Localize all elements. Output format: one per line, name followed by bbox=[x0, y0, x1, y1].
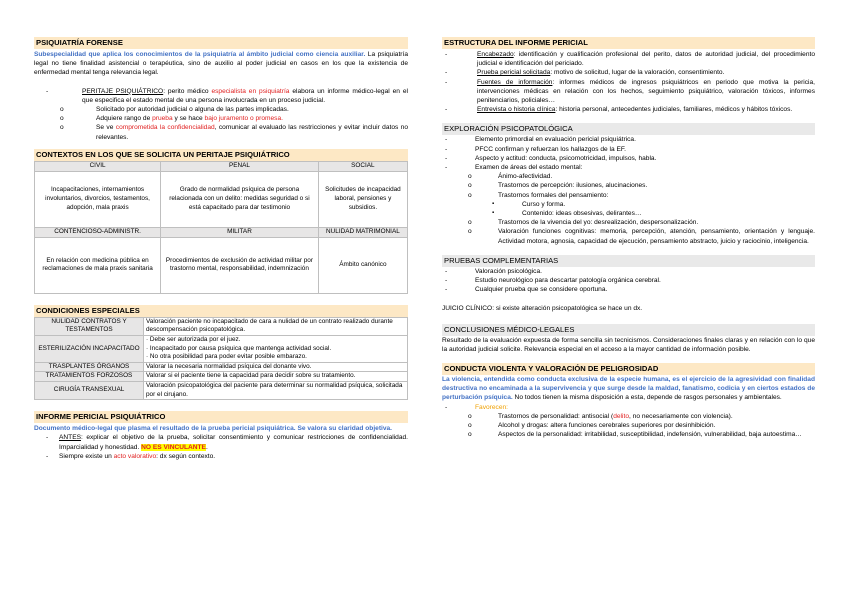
peritaje-sub-3 bbox=[34, 123, 408, 141]
section-header-contextos: CONTEXTOS EN LOS QUE SE SOLICITA UN PERITAJE PSIQUIÁTRICO bbox=[34, 149, 408, 161]
section-header-psiquiatria: PSIQUIATRÍA FORENSE bbox=[34, 37, 408, 49]
siempre-red: acto valorativo bbox=[113, 452, 157, 460]
pensamiento-item: ▪ Contenido: ideas obsesivas, delirantes… bbox=[442, 209, 815, 218]
prueba-item: - Valoración psicológica. bbox=[442, 267, 815, 276]
sub2-red2: bajo juramento o promesa. bbox=[204, 115, 283, 123]
section-header-pruebas: PRUEBAS COMPLEMENTARIAS bbox=[442, 255, 815, 267]
ctx-h-contencioso: CONTENCIOSO-ADMINISTR. bbox=[35, 227, 161, 237]
cond-label-0: NULIDAD CONTRATOS Y TESTAMENTOS bbox=[35, 317, 144, 335]
cond-text-0: Valoración paciente no incapacitado de cara a nulidad de un contrato realizado durante descompensación psicopatológica. bbox=[144, 317, 408, 335]
condiciones-table bbox=[34, 317, 408, 400]
left-column bbox=[34, 0, 408, 461]
exploracion-item: - Aspecto y actitud: conducta, psicomotricidad, impulsos, habla. bbox=[442, 154, 815, 163]
area-item: o Trastornos de percepción: ilusiones, alucinaciones. bbox=[442, 181, 815, 190]
cond-text-1 bbox=[144, 336, 408, 363]
peritaje-label: PERITAJE PSIQUIÁTRICO bbox=[82, 87, 164, 95]
cond-label-3: TRATAMIENTOS FORZOSOS bbox=[35, 372, 144, 382]
juicio-clinico bbox=[442, 304, 815, 313]
cond-label-1: ESTERILIZACIÓN INCAPACITADO bbox=[35, 336, 144, 363]
estructura-item-0 bbox=[442, 50, 815, 68]
sub2-red: prueba bbox=[152, 115, 173, 123]
area-item: o Valoración funciones cognitivas: memoria, percepción, atención, pensamiento, orientación y lenguaje. Actividad motora, agnosia, capacidad de ejecución, pensamiento abstracto, juicio y raciocinio, inteligencia. bbox=[442, 227, 815, 245]
violenta-intro-rest: No todos tienen la misma disposición a esta, depende de rasgos personales y ambientales. bbox=[512, 394, 782, 402]
cond-line: · No otra posibilidad para poder evitar posible embarazo. bbox=[146, 353, 307, 361]
exploracion-item: - PFCC confirman y refuerzan los hallazgos de la EF. bbox=[442, 145, 815, 154]
estructura-label: Entrevista o historia clínica bbox=[477, 106, 556, 114]
prueba-item: - Estudio neurológico para descartar patología orgánica cerebral. bbox=[442, 276, 815, 285]
peritaje-list bbox=[34, 87, 408, 142]
favorecen-label: Favorecen: bbox=[475, 403, 508, 411]
conclusiones-text: Resultado de la evaluación expuesta de forma sencilla sin tecnicismos. Consideraciones finales claras y en relación con lo que la autoridad judicial solicite. Relevancia especial en el acceso a la mayor cantidad de información posible. bbox=[442, 336, 815, 353]
antes-end: . bbox=[205, 443, 208, 451]
siempre-b: : dx según contexto. bbox=[156, 452, 216, 460]
area-item: o Trastornos de la vivencia del yo: desrealización, despersonalización. bbox=[442, 218, 815, 227]
antes-text: : explicar el objetivo de la prueba, solicitar consentimiento y comunicar restricciones de confidencialidad. Imparcialidad y honestidad. bbox=[59, 434, 408, 451]
ctx-nulidad: Ámbito canónico bbox=[318, 237, 407, 293]
f1-a: Trastornos de personalidad: antisocial ( bbox=[498, 412, 614, 420]
siempre-a: Siempre existe un bbox=[59, 452, 114, 460]
estructura-item-1 bbox=[442, 68, 815, 77]
violenta-intro bbox=[442, 375, 815, 403]
cond-text-4: Valoración psicopatológica del paciente para determinar su normalidad psíquica, solicitada por el cirujano. bbox=[144, 381, 408, 399]
f1-red: delito bbox=[613, 412, 629, 420]
no-vinculante-highlight: NO ES VINCULANTE bbox=[141, 443, 206, 451]
exploracion-item: - Elemento primordial en evaluación pericial psiquiátrica. bbox=[442, 135, 815, 144]
psiq-intro-rest: La psiquiatría legal no tiene finalidad asistencial o terapéutica, sino de auxilio al poder judicial en casos en los que la existencia de enfermedad mental tenga relevancia legal. bbox=[34, 51, 408, 77]
estructura-text: : identificación y cualificación profesional del perito, datos de autoridad judicial, del procedimiento judicial e identificación del periciado. bbox=[477, 51, 815, 68]
ctx-penal: Grado de normalidad psíquica de persona relacionada con un delito: medidas seguridad o si está capacitado para dar testimonio bbox=[161, 171, 319, 227]
factor-item bbox=[442, 412, 815, 421]
area-item: o Trastornos formales del pensamiento: bbox=[442, 191, 815, 200]
informe-list bbox=[34, 433, 408, 461]
favorecen-item bbox=[442, 403, 815, 412]
ctx-contencioso: En relación con medicina pública en reclamaciones de mala praxis sanitaria bbox=[35, 237, 161, 293]
psiq-intro bbox=[34, 50, 408, 78]
violenta-intro-blue: La violencia, entendida como conducta exclusiva de la especie humana, es el ejercicio de la agresividad con finalidad destructiva no encaminada a la supervivencia y que surge desde la maldad, fanatismo, codicia y en ciertos estados de perturbación psíquica. bbox=[442, 376, 815, 402]
estructura-text: : historia personal, antecedentes judiciales, familiares, médicos y hábitos tóxicos. bbox=[555, 106, 793, 114]
right-column bbox=[442, 0, 815, 440]
juicio-label: JUICIO CLÍNICO bbox=[442, 305, 493, 313]
peritaje-red: especialista en psiquiatría bbox=[211, 87, 290, 95]
violenta-list bbox=[442, 403, 815, 440]
cond-line: · Incapacitado por causa psíquica que mantenga actividad social. bbox=[146, 344, 332, 352]
section-header-violenta: CONDUCTA VIOLENTA Y VALORACIÓN DE PELIGROSIDAD bbox=[442, 363, 815, 375]
estructura-item-2 bbox=[442, 78, 815, 106]
ctx-militar: Procedimientos de exclusión de actividad militar por trastorno mental, responsabilidad, indemnización bbox=[161, 237, 319, 293]
sub3-a: Se ve bbox=[96, 124, 116, 132]
exploracion-item: - Examen de áreas del estado mental: bbox=[442, 163, 815, 172]
estructura-list bbox=[442, 50, 815, 114]
peritaje-text-a: : perito médico bbox=[163, 87, 212, 95]
estructura-label: Fuentes de información bbox=[477, 78, 553, 86]
f1-b: , no necesariamente con violencia). bbox=[628, 412, 733, 420]
factor-item: o Aspectos de la personalidad: irritabilidad, susceptibilidad, indefensión, vulnerabilidad, baja autoestima… bbox=[442, 430, 815, 439]
estructura-text: : motivo de solicitud, lugar de la valoración, consentimiento. bbox=[550, 69, 725, 77]
ctx-civil: Incapacitaciones, internamientos involuntarios, divorcios, testamentos, adopción, mala praxis bbox=[35, 171, 161, 227]
cond-text-3: Valorar si el paciente tiene la capacidad para decidir sobre su tratamiento. bbox=[144, 372, 408, 382]
area-item: o Ánimo-afectividad. bbox=[442, 172, 815, 181]
informe-siempre bbox=[34, 452, 408, 461]
antes-label: ANTES bbox=[59, 434, 81, 442]
informe-intro: Documento médico-legal que plasma el resultado de la prueba pericial psiquiátrica. Se valora su claridad objetiva. bbox=[34, 425, 393, 433]
sub3-red: comprometida la confidencialidad bbox=[115, 124, 215, 132]
contextos-table bbox=[34, 161, 408, 294]
cond-label-2: TRASPLANTES ÓRGANOS bbox=[35, 362, 144, 372]
peritaje-sub-2 bbox=[34, 114, 408, 123]
ctx-h-civil: CIVIL bbox=[35, 161, 161, 171]
factor-item: o Alcohol y drogas: altera funciones cerebrales superiores por desinhibición. bbox=[442, 421, 815, 430]
peritaje-item bbox=[34, 87, 408, 105]
estructura-text: : informes médicos de ingresos psiquiátricos en periodo que motiva la pericia, intervenciones médicas en relación con los hechos, seguimiento psiquiátrico, valoración tóxicos, informes penitenciarios, policiales… bbox=[477, 78, 815, 105]
pruebas-list bbox=[442, 267, 815, 295]
estructura-item-3 bbox=[442, 105, 815, 114]
informe-antes bbox=[34, 433, 408, 451]
cond-line: · Debe ser autorizada por el juez. bbox=[146, 336, 241, 344]
section-header-informe: INFORME PERICIAL PSIQUIÁTRICO bbox=[34, 411, 408, 423]
juicio-text: : si existe alteración psicopatológica se hace un dx. bbox=[492, 305, 643, 313]
peritaje-text-b: elabora un informe médico-legal en el que especifica el estado mental de una persona involucrada en un proceso judicial. bbox=[82, 87, 408, 104]
sub2-b: y se hace bbox=[172, 115, 205, 123]
prueba-item: - Cualquier prueba que se considere oportuna. bbox=[442, 285, 815, 294]
peritaje-sub-1: o Solicitado por autoridad judicial o alguna de las partes implicadas. bbox=[34, 105, 408, 114]
psiq-intro-blue: Subespecialidad que aplica los conocimientos de la psiquiatría al ámbito judicial como ciencia auxiliar. bbox=[34, 51, 366, 58]
ctx-h-nulidad: NULIDAD MATRIMONIAL bbox=[318, 227, 407, 237]
ctx-h-penal: PENAL bbox=[161, 161, 319, 171]
exploracion-list bbox=[442, 135, 815, 245]
ctx-social: Solicitudes de incapacidad laboral, pensiones y subsidios. bbox=[318, 171, 407, 227]
cond-label-4: CIRUGÍA TRANSEXUAL bbox=[35, 381, 144, 399]
cond-text-2: Valorar la necesaria normalidad psíquica del donante vivo. bbox=[144, 362, 408, 372]
sub2-a: Adquiere rango de bbox=[96, 115, 153, 123]
section-header-exploracion: EXPLORACIÓN PSICOPATOLÓGICA bbox=[442, 123, 815, 135]
section-header-conclusiones: CONCLUSIONES MÉDICO-LEGALES bbox=[442, 324, 815, 336]
pensamiento-item: ▪ Curso y forma. bbox=[442, 200, 815, 209]
estructura-label: Prueba pericial solicitada bbox=[477, 69, 551, 77]
ctx-h-social: SOCIAL bbox=[318, 161, 407, 171]
estructura-label: Encabezado bbox=[477, 51, 514, 58]
section-header-estructura: ESTRUCTURA DEL INFORME PERICIAL bbox=[442, 37, 815, 49]
ctx-h-militar: MILITAR bbox=[161, 227, 319, 237]
section-header-condiciones: CONDICIONES ESPECIALES bbox=[34, 305, 408, 317]
sub3-b: , comunicar al evaluado las restricciones y evitar incluir datos no relevantes. bbox=[96, 124, 408, 141]
